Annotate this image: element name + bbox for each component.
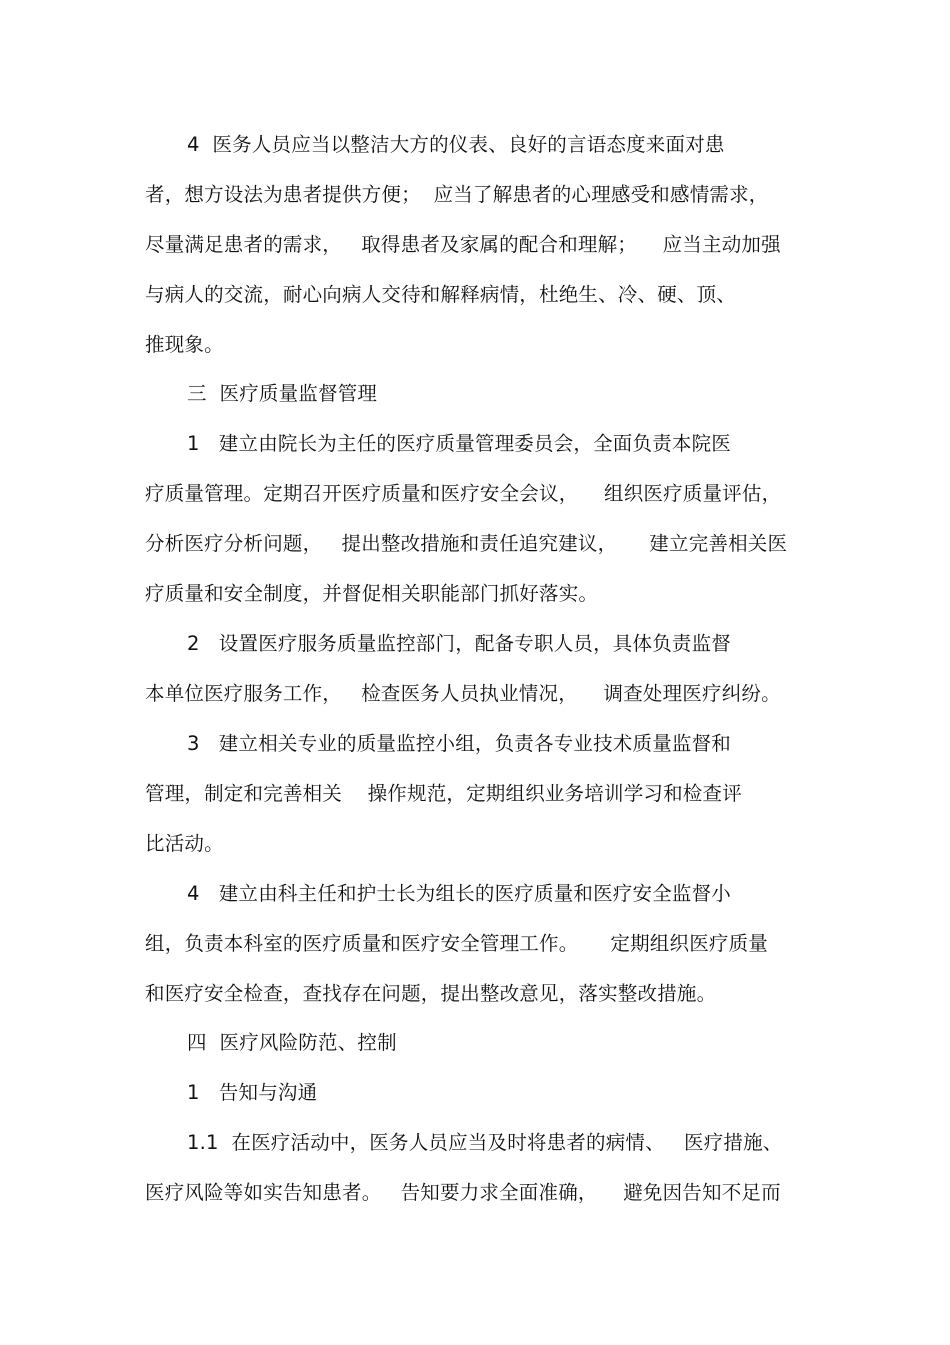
text-line: 尽量满足患者的需求， 取得患者及家属的配合和理解； 应当主动加强 bbox=[145, 233, 781, 256]
text-line: 4 医务人员应当以整洁大方的仪表、良好的言语态度来面对患 bbox=[187, 133, 725, 156]
text-line: 医疗风险等如实告知患者。 告知要力求全面准确， 避免因告知不足而 bbox=[145, 1181, 781, 1204]
section-heading: 四 医疗风险防范、控制 bbox=[187, 1031, 397, 1054]
text-line: 1 建立由院长为主任的医疗质量管理委员会，全面负责本院医 bbox=[187, 432, 732, 455]
text-line: 者，想方设法为患者提供方便； 应当了解患者的心理感受和感情需求， bbox=[145, 183, 769, 206]
text-line: 疗质量和安全制度，并督促相关职能部门抓好落实。 bbox=[145, 582, 599, 605]
text-line: 比活动。 bbox=[145, 832, 224, 855]
text-line: 分析医疗分析问题， 提出整改措施和责任追究建议， 建立完善相关医 bbox=[145, 532, 788, 555]
text-line: 与病人的交流，耐心向病人交待和解释病情，杜绝生、冷、硬、顶、 bbox=[145, 283, 737, 306]
text-line: 本单位医疗服务工作， 检查医务人员执业情况， 调查处理医疗纠纷。 bbox=[145, 682, 781, 705]
subsection-heading: 1 告知与沟通 bbox=[187, 1081, 318, 1104]
text-line: 2 设置医疗服务质量监控部门，配备专职人员，具体负责监督 bbox=[187, 632, 732, 655]
text-line: 推现象。 bbox=[145, 333, 224, 356]
text-line: 管理，制定和完善相关 操作规范，定期组织业务培训学习和检查评 bbox=[145, 782, 742, 805]
text-line: 3 建立相关专业的质量监控小组，负责各专业技术质量监督和 bbox=[187, 732, 732, 755]
text-line: 疗质量管理。定期召开医疗质量和医疗安全会议， 组织医疗质量评估， bbox=[145, 482, 782, 505]
section-heading: 三 医疗质量监督管理 bbox=[187, 382, 378, 405]
text-line: 和医疗安全检查，查找存在问题，提出整改意见，落实整改措施。 bbox=[145, 982, 717, 1005]
text-line: 组，负责本科室的医疗质量和医疗安全管理工作。 定期组织医疗质量 bbox=[145, 932, 768, 955]
text-line: 4 建立由科主任和护士长为组长的医疗质量和医疗安全监督小 bbox=[187, 882, 732, 905]
text-line: 1.1 在医疗活动中，医务人员应当及时将患者的病情、 医疗措施、 bbox=[187, 1131, 783, 1154]
